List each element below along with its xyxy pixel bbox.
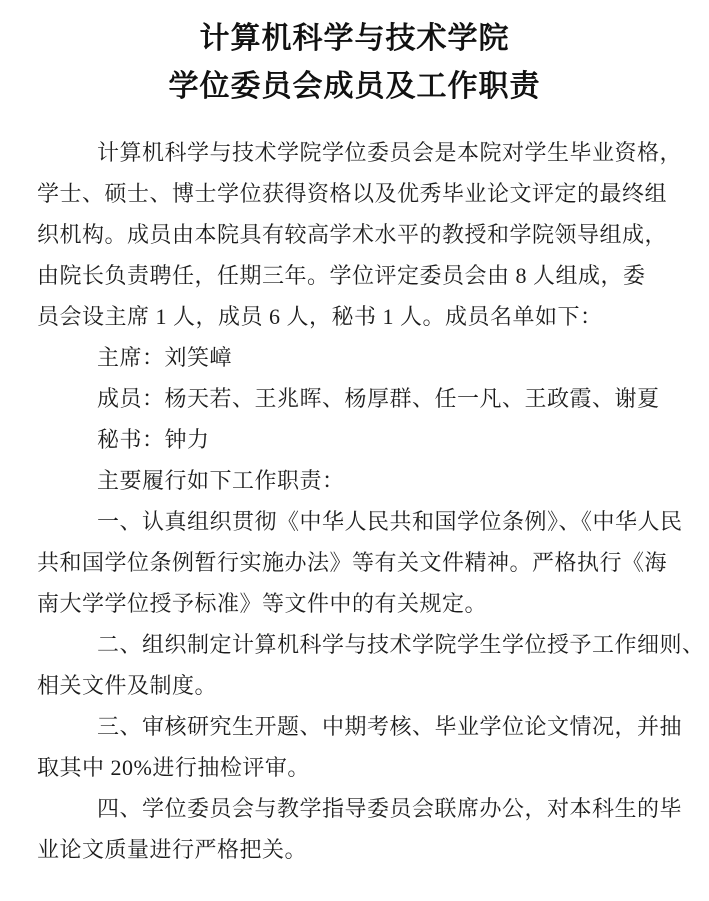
text-line: 学士、硕士、博士学位获得资格以及优秀毕业论文评定的最终组 [37,181,668,206]
text-line: 计算机科学与技术学院学位委员会是本院对学生毕业资格， [97,140,683,165]
text-line: 成员：杨天若、王兆晖、杨厚群、任一凡、王政霞、谢夏 [97,386,660,411]
text-line: 相关文件及制度。 [37,673,218,698]
text-line: 由院长负责聘任，任期三年。学位评定委员会由 8 人组成，委 [37,263,646,288]
text-line: 共和国学位条例暂行实施办法》等有关文件精神。严格执行《海 [37,550,668,575]
document-body [0,132,709,870]
text-line: 三、审核研究生开题、中期考核、毕业学位论文情况，并抽 [97,714,683,739]
text-line: 织机构。成员由本院具有较高学术水平的教授和学院领导组成， [37,222,668,247]
text-line: 业论文质量进行严格把关。 [37,837,308,862]
text-line: 二、组织制定计算机科学与技术学院学生学位授予工作细则、 [97,632,705,657]
text-line: 取其中 20%进行抽检评审。 [37,755,310,780]
text-line: 主要履行如下工作职责： [97,468,345,493]
document-title-line-2: 学位委员会成员及工作职责 [168,70,541,103]
document-title-line-1: 计算机科学与技术学院 [199,22,510,55]
document-title [0,0,709,111]
text-line: 南大学学位授予标准》等文件中的有关规定。 [37,591,488,616]
text-line: 秘书：钟力 [97,427,210,452]
text-line: 四、学位委员会与教学指导委员会联席办公，对本科生的毕 [97,796,683,821]
text-line: 一、认真组织贯彻《中华人民共和国学位条例》、《中华人民 [97,509,683,534]
text-line: 主席：刘笑嶂 [97,345,233,370]
text-line: 员会设主席 1 人，成员 6 人，秘书 1 人。成员名单如下： [37,304,603,329]
